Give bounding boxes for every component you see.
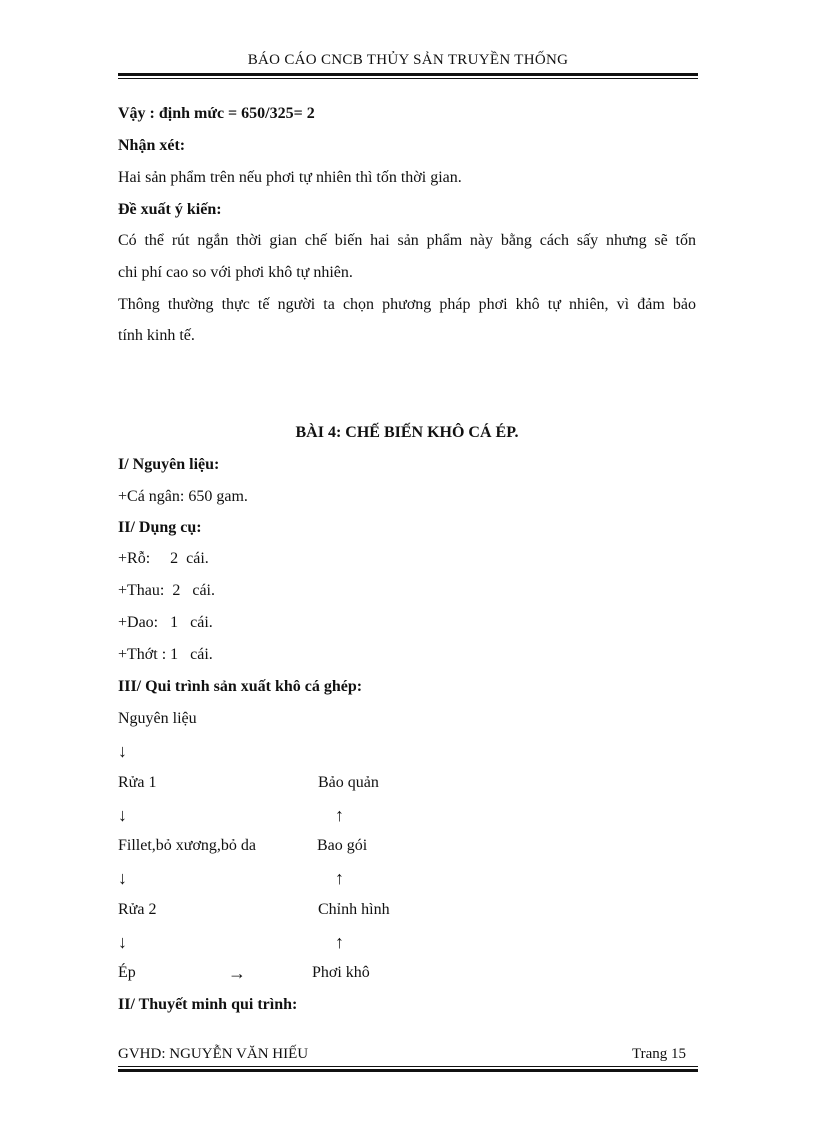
proposal-heading: Đề xuất ý kiến: xyxy=(118,201,222,218)
flow-up-arrow: ↑ xyxy=(335,932,344,952)
flow-step-storage: Bảo quản xyxy=(318,774,379,791)
page-header-title: BÁO CÁO CNCB THỦY SẢN TRUYỀN THỐNG xyxy=(247,52,569,68)
tool-item: +Dao: 1 cái. xyxy=(118,614,213,631)
header-rule xyxy=(118,73,698,76)
flow-step-fillet: Fillet,bỏ xương,bỏ da xyxy=(118,837,257,854)
flow-down-arrow: ↓ xyxy=(118,868,127,888)
flow-down-arrow: ↓ xyxy=(118,741,127,761)
flow-down-arrow: ↓ xyxy=(118,932,127,952)
tools-heading: II/ Dụng cụ: xyxy=(118,519,202,536)
explanation-heading: II/ Thuyết minh qui trình: xyxy=(118,996,298,1013)
tool-item: +Thau: 2 cái. xyxy=(118,582,215,599)
flow-step-sun-dry: Phơi khô xyxy=(312,964,370,981)
flow-step-wash-1: Rửa 1 xyxy=(118,774,157,791)
flow-up-arrow: ↑ xyxy=(335,805,344,825)
rate-line: Vậy : định mức = 650/325= 2 xyxy=(118,105,315,122)
process-heading: III/ Qui trình sản xuất khô cá ghép: xyxy=(118,678,363,695)
footer-page-number: Trang 15 xyxy=(631,1046,686,1062)
footer-instructor: GVHD: NGUYỄN VĂN HIẾU xyxy=(118,1046,309,1062)
proposal-paragraph-2-line-2: tính kinh tế. xyxy=(118,327,195,344)
flow-right-arrow: → xyxy=(228,963,246,983)
flow-step-press: Ép xyxy=(118,964,136,981)
flow-step-raw-material: Nguyên liệu xyxy=(118,710,197,727)
materials-heading: I/ Nguyên liệu: xyxy=(118,456,220,473)
flow-step-shaping: Chỉnh hình xyxy=(318,901,390,918)
tool-item: +Thớt : 1 cái. xyxy=(118,646,213,663)
flow-up-arrow: ↑ xyxy=(335,868,344,888)
flow-step-wash-2: Rửa 2 xyxy=(118,901,157,918)
header-rule-thin xyxy=(118,78,698,79)
comment-text: Hai sản phẩm trên nếu phơi tự nhiên thì tốn thời gian. xyxy=(118,169,462,186)
proposal-paragraph-1-line-2: chi phí cao so với phơi khô tự nhiên. xyxy=(118,264,353,281)
lesson-title: BÀI 4: CHẾ BIẾN KHÔ CÁ ÉP. xyxy=(295,424,519,441)
proposal-paragraph-1-line-1: Có thể rút ngắn thời gian chế biến hai sản phẩm này bằng cách sấy nhưng sẽ tốn xyxy=(118,232,696,249)
footer-rule-thin xyxy=(118,1066,698,1067)
material-item: +Cá ngân: 650 gam. xyxy=(118,488,248,505)
flow-down-arrow: ↓ xyxy=(118,805,127,825)
tool-item: +Rỗ: 2 cái. xyxy=(118,550,209,567)
comment-heading: Nhận xét: xyxy=(118,137,186,154)
footer-rule xyxy=(118,1069,698,1072)
proposal-paragraph-2-line-1: Thông thường thực tế người ta chọn phương pháp phơi khô tự nhiên, vì đảm bảo xyxy=(118,296,696,313)
flow-step-packaging: Bao gói xyxy=(317,837,368,854)
